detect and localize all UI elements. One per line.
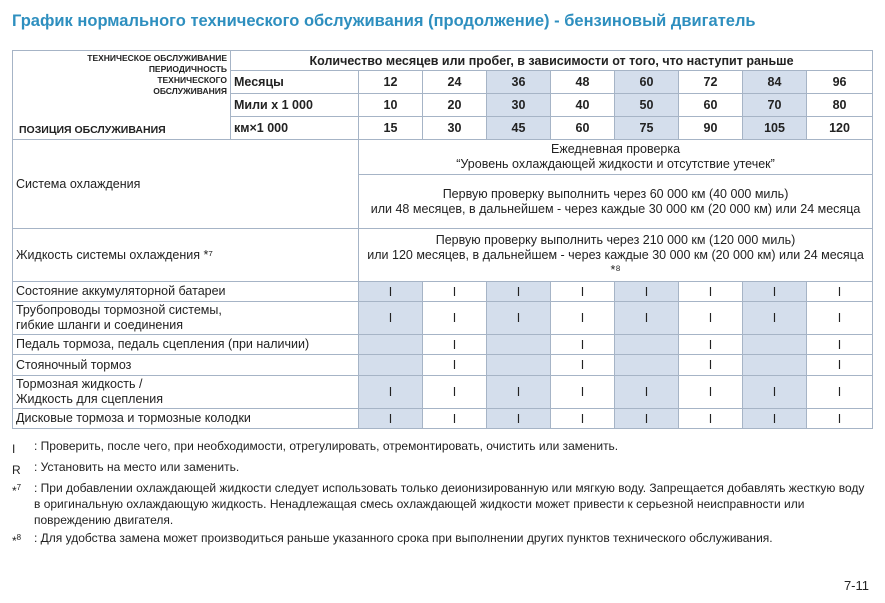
km-value: 30 — [423, 117, 487, 140]
miles-value: 20 — [423, 94, 487, 117]
months-value: 84 — [743, 71, 807, 94]
miles-value: 40 — [551, 94, 615, 117]
schedule-mark: I — [807, 355, 873, 376]
schedule-mark: I — [359, 282, 423, 302]
schedule-mark: I — [679, 376, 743, 409]
schedule-mark: I — [807, 282, 873, 302]
schedule-mark: I — [807, 302, 873, 335]
km-value: 60 — [551, 117, 615, 140]
km-label: км×1 000 — [231, 117, 359, 140]
page-title: График нормального технического обслуживания (продолжение) - бензиновый двигатель — [12, 12, 756, 30]
schedule-mark: I — [423, 355, 487, 376]
months-value: 96 — [807, 71, 873, 94]
item-disc-brakes: Дисковые тормоза и тормозные колодки — [13, 409, 359, 429]
maintenance-item-heading: ПОЗИЦИЯ ОБСЛУЖИВАНИЯ — [19, 124, 166, 136]
schedule-mark: I — [423, 302, 487, 335]
schedule-mark: I — [423, 282, 487, 302]
miles-value: 70 — [743, 94, 807, 117]
schedule-mark: I — [807, 409, 873, 429]
schedule-mark: I — [487, 302, 551, 335]
schedule-mark: I — [551, 355, 615, 376]
legend-text: : Проверить, после чего, при необходимости, отрегулировать, отремонтировать, очистить или заменить. — [34, 439, 619, 453]
schedule-mark: I — [359, 376, 423, 409]
schedule-mark — [743, 335, 807, 355]
item-pedals: Педаль тормоза, педаль сцепления (при наличии) — [13, 335, 359, 355]
schedule-mark: I — [743, 302, 807, 335]
legend-item — [12, 480, 872, 528]
months-value: 60 — [615, 71, 679, 94]
legend-item — [12, 438, 872, 457]
miles-value: 30 — [487, 94, 551, 117]
legend — [12, 438, 872, 551]
legend-symbol: I — [12, 442, 16, 456]
schedule-mark: I — [551, 302, 615, 335]
schedule-mark: I — [615, 302, 679, 335]
schedule-mark: I — [487, 376, 551, 409]
schedule-mark: I — [807, 335, 873, 355]
months-value: 72 — [679, 71, 743, 94]
table-row — [13, 282, 873, 302]
legend-text: : При добавлении охлаждающей жидкости следует использовать только деионизированную или мягкую воду. Запрещается добавлять жесткую воду в оригинальную охлаждающую жидкость. Ненадлежащая смесь охлаждающей жидкости может привести к серьезной неисправности или повреждению двигателя. — [34, 481, 865, 527]
schedule-mark: I — [679, 355, 743, 376]
miles-value: 10 — [359, 94, 423, 117]
schedule-mark: I — [679, 302, 743, 335]
item-brake-fluid: Тормозная жидкость / Жидкость для сцепления — [13, 376, 359, 409]
km-value: 45 — [487, 117, 551, 140]
km-value: 15 — [359, 117, 423, 140]
header-corner-cell — [13, 51, 231, 140]
item-parking-brake: Стояночный тормоз — [13, 355, 359, 376]
km-value: 105 — [743, 117, 807, 140]
legend-symbol: *$^7$ — [12, 483, 22, 498]
schedule-mark: I — [551, 282, 615, 302]
schedule-mark — [615, 335, 679, 355]
schedule-mark: I — [423, 409, 487, 429]
miles-value: 80 — [807, 94, 873, 117]
legend-symbol: R — [12, 463, 21, 477]
corner-heading: ТЕХНИЧЕСКОЕ ОБСЛУЖИВАНИЕ ПЕРИОДИЧНОСТЬ ТЕХНИЧЕСКОГО ОБСЛУЖИВАНИЯ — [87, 53, 227, 96]
schedule-mark: I — [743, 376, 807, 409]
schedule-mark: I — [615, 282, 679, 302]
schedule-mark: I — [487, 409, 551, 429]
schedule-mark — [487, 355, 551, 376]
months-value: 24 — [423, 71, 487, 94]
schedule-mark: I — [679, 282, 743, 302]
schedule-mark: I — [551, 335, 615, 355]
cooling-system-label: Система охлаждения — [13, 140, 359, 229]
km-value: 75 — [615, 117, 679, 140]
schedule-mark: I — [679, 409, 743, 429]
schedule-mark — [487, 335, 551, 355]
schedule-mark — [359, 335, 423, 355]
months-label: Месяцы — [231, 71, 359, 94]
schedule-mark — [743, 355, 807, 376]
km-value: 90 — [679, 117, 743, 140]
schedule-mark: I — [423, 376, 487, 409]
cooling-first-check: Первую проверку выполнить через 60 000 км (40 000 миль) или 48 месяцев, в дальнейшем - через каждые 30 000 км (20 000 км) или 24 месяца — [359, 175, 873, 229]
item-brake-lines: Трубопроводы тормозной системы, гибкие шланги и соединения — [13, 302, 359, 335]
legend-text: : Для удобства замена может производиться раньше указанного срока при выполнении других пунктов технического обслуживания. — [34, 531, 773, 545]
schedule-mark: I — [615, 376, 679, 409]
schedule-mark: I — [551, 409, 615, 429]
schedule-mark: I — [359, 409, 423, 429]
table-row — [13, 302, 873, 335]
schedule-mark — [359, 355, 423, 376]
miles-value: 60 — [679, 94, 743, 117]
schedule-mark: I — [679, 335, 743, 355]
coolant-schedule: Первую проверку выполнить через 210 000 км (120 000 миль) или 120 месяцев, в дальнейшем - через каждые 30 000 км (20 000 км) или 24 месяца *⁸ — [359, 229, 873, 282]
miles-value: 50 — [615, 94, 679, 117]
page-number: 7-11 — [843, 578, 869, 593]
months-value: 36 — [487, 71, 551, 94]
legend-item — [12, 530, 872, 549]
schedule-mark: I — [743, 409, 807, 429]
legend-text: : Установить на место или заменить. — [34, 460, 240, 474]
cooling-system-row — [13, 140, 873, 175]
schedule-mark: I — [359, 302, 423, 335]
schedule-mark — [615, 355, 679, 376]
legend-item — [12, 459, 872, 478]
maintenance-schedule-table — [12, 50, 873, 429]
cooling-daily-check: Ежедневная проверка “Уровень охлаждающей жидкости и отсутствие утечек” — [359, 140, 873, 175]
schedule-mark: I — [487, 282, 551, 302]
coolant-label: Жидкость системы охлаждения *⁷ — [13, 229, 359, 282]
table-row — [13, 409, 873, 429]
coolant-row — [13, 229, 873, 282]
schedule-mark: I — [743, 282, 807, 302]
quantity-heading: Количество месяцев или пробег, в зависимости от того, что наступит раньше — [231, 51, 873, 71]
km-value: 120 — [807, 117, 873, 140]
legend-symbol: *$^8$ — [12, 533, 22, 548]
schedule-mark: I — [551, 376, 615, 409]
schedule-mark: I — [423, 335, 487, 355]
schedule-mark: I — [615, 409, 679, 429]
item-battery: Состояние аккумуляторной батареи — [13, 282, 359, 302]
schedule-mark: I — [807, 376, 873, 409]
table-row — [13, 376, 873, 409]
months-value: 48 — [551, 71, 615, 94]
miles-label: Мили х 1 000 — [231, 94, 359, 117]
table-row — [13, 335, 873, 355]
table-row — [13, 355, 873, 376]
months-value: 12 — [359, 71, 423, 94]
